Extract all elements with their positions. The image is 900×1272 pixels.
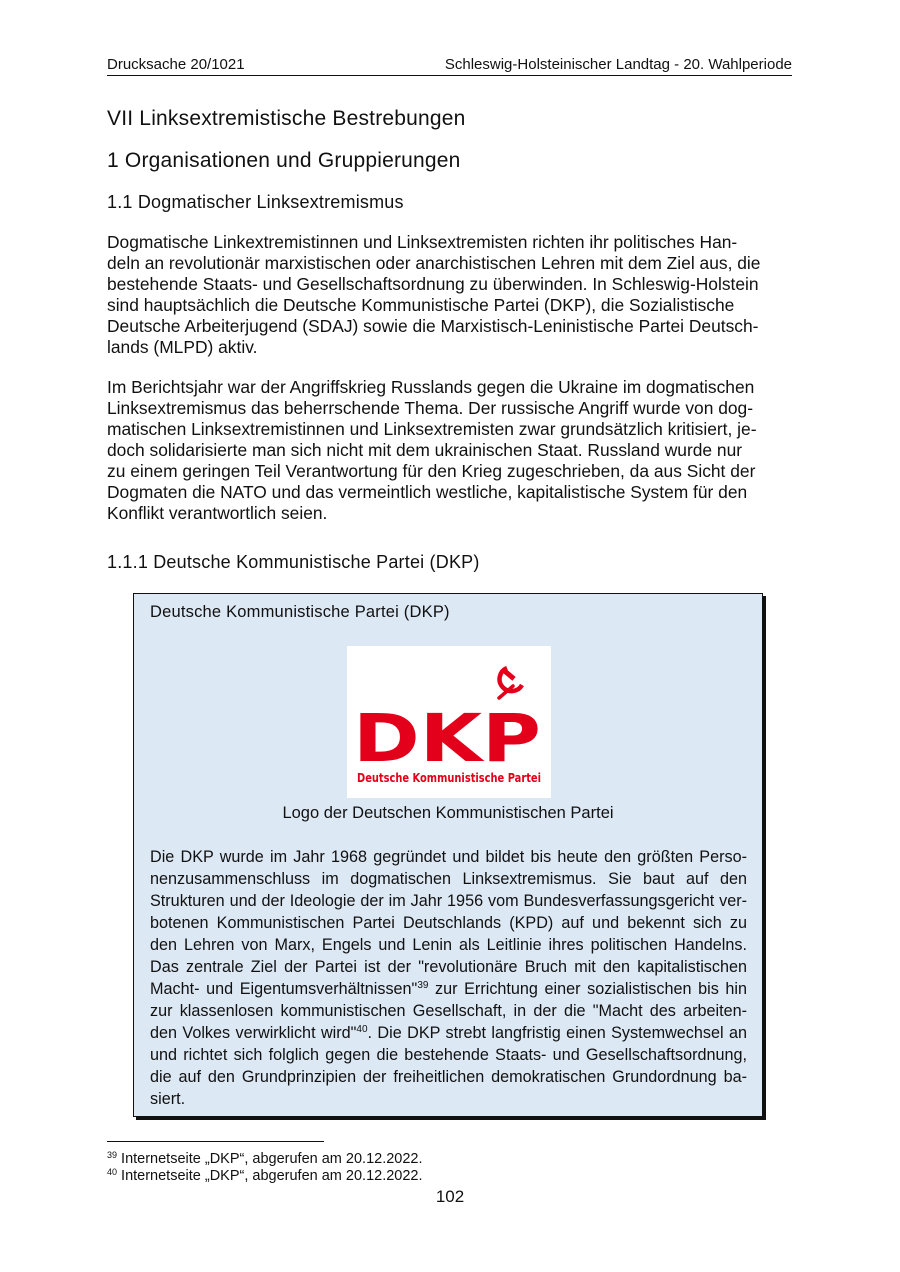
footnote: [107, 1151, 423, 1168]
subsubsection-heading: 1.1.1 Deutsche Kommunistische Partei (DKP): [107, 552, 480, 572]
text-line: die auf den Grundprinzipien der freiheitlichen demokratischen Grundordnung ba-: [150, 1068, 747, 1086]
dkp-infobox: [133, 593, 763, 1117]
text-line: zur klassenlosen kommunistischen Gesellschaft, in der die "Macht des arbeiten-: [150, 1002, 747, 1020]
text-fragment: . Die DKP strebt langfristig einen Systemwechsel an: [367, 1024, 747, 1042]
logo-wordmark: DKP: [353, 700, 541, 777]
text-line: [150, 1022, 747, 1044]
text-line: Die DKP wurde im Jahr 1968 gegründet und bildet bis heute den größten Perso-: [150, 848, 747, 866]
text-line: doch solidarisierte man sich nicht mit dem ukrainischen Staat. Russland wurde nur: [107, 440, 743, 460]
publication-title: Schleswig-Holsteinischer Landtag - 20. Wahlperiode: [444, 56, 792, 73]
paragraph-ukraine-war: [107, 377, 792, 524]
logo-caption: Logo der Deutschen Kommunistischen Partei: [282, 804, 614, 822]
footnote-ref-39[interactable]: 39: [417, 980, 429, 991]
text-line: Das zentrale Ziel der Partei ist der "revolutionäre Bruch mit den kapitalistischen: [150, 958, 747, 976]
text-line: und richtet sich folglich gegen die bestehende Staats- und Gesellschaftsordnung,: [150, 1046, 747, 1064]
text-line: siert.: [150, 1090, 186, 1108]
footnote-text: Internetseite „DKP“, abgerufen am 20.12.2022.: [117, 1168, 423, 1184]
footnote-ref-40[interactable]: 40: [356, 1024, 368, 1035]
text-line: zu einem geringen Teil Verantwortung für den Krieg zugeschrieben, da aus Sicht der: [107, 461, 756, 481]
running-header: [107, 55, 792, 76]
text-fragment: zur Errichtung einer sozialistischen bis hin: [428, 980, 747, 998]
footnote-divider: [107, 1141, 324, 1142]
footnote-number: 40: [107, 1167, 118, 1177]
text-line: Im Berichtsjahr war der Angriffskrieg Russlands gegen die Ukraine im dogmatischen: [107, 377, 755, 397]
text-line: lands (MLPD) aktiv.: [107, 337, 258, 357]
text-line: botenen Kommunistischen Partei Deutschlands (KPD) auf und bekennt sich zu: [150, 914, 747, 932]
page-number: 102: [435, 1187, 465, 1206]
text-line: Strukturen und der Ideologie der im Jahr 1956 vom Bundesverfassungsgericht ver-: [150, 892, 747, 910]
dkp-logo-graphic: [347, 646, 551, 798]
text-line: nenzusammenschluss im dogmatischen Linksextremismus. Sie baut auf den: [150, 870, 747, 888]
text-fragment: den Volkes verwirklicht wird": [150, 1024, 357, 1042]
text-line: Linksextremismus das beherrschende Thema. Der russische Angriff wurde von dog-: [107, 398, 754, 418]
text-line: bestehende Staats- und Gesellschaftsordnung zu überwinden. In Schleswig-Holstein: [107, 274, 759, 294]
text-line: [150, 978, 747, 1000]
hammer-sickle-icon: [499, 668, 522, 698]
text-line: sind hauptsächlich die Deutsche Kommunistische Partei (DKP), die Sozialistische: [107, 295, 735, 315]
section-heading: 1 Organisationen und Gruppierungen: [107, 149, 461, 172]
logo-subtitle: Deutsche Kommunistische Partei: [357, 771, 541, 785]
text-fragment: Macht- und Eigentumsverhältnissen": [150, 980, 418, 998]
infobox-title: Deutsche Kommunistische Partei (DKP): [150, 603, 450, 621]
footnote-text: Internetseite „DKP“, abgerufen am 20.12.2022.: [117, 1151, 423, 1167]
subsection-heading: 1.1 Dogmatischer Linksextremismus: [107, 192, 404, 212]
text-line: Dogmatische Linkextremistinnen und Linksextremisten richten ihr politisches Han-: [107, 232, 738, 252]
text-line: Konflikt verantwortlich seien.: [107, 503, 328, 523]
chapter-heading: VII Linksextremistische Bestrebungen: [107, 107, 466, 130]
text-line: matischen Linksextremistinnen und Linksextremisten zwar grundsätzlich kritisiert, je-: [107, 419, 757, 439]
text-line: deln an revolutionär marxistischen oder anarchistischen Lehren mit dem Ziel aus, die: [107, 253, 761, 273]
infobox-body: [150, 846, 747, 1110]
text-line: den Lehren von Marx, Engels und Lenin als Leitlinie ihres politischen Handelns.: [150, 936, 747, 954]
document-number: Drucksache 20/1021: [107, 56, 245, 73]
text-line: Dogmaten die NATO und das vermeintlich westliche, kapitalistische System für den: [107, 482, 748, 502]
text-line: Deutsche Arbeiterjugend (SDAJ) sowie die Marxistisch-Leninistische Partei Deutsch-: [107, 316, 759, 336]
paragraph-dogmatic-intro: [107, 232, 792, 358]
footnote-number: 39: [107, 1150, 118, 1160]
dkp-logo: [347, 646, 551, 798]
footnote: [107, 1168, 423, 1185]
